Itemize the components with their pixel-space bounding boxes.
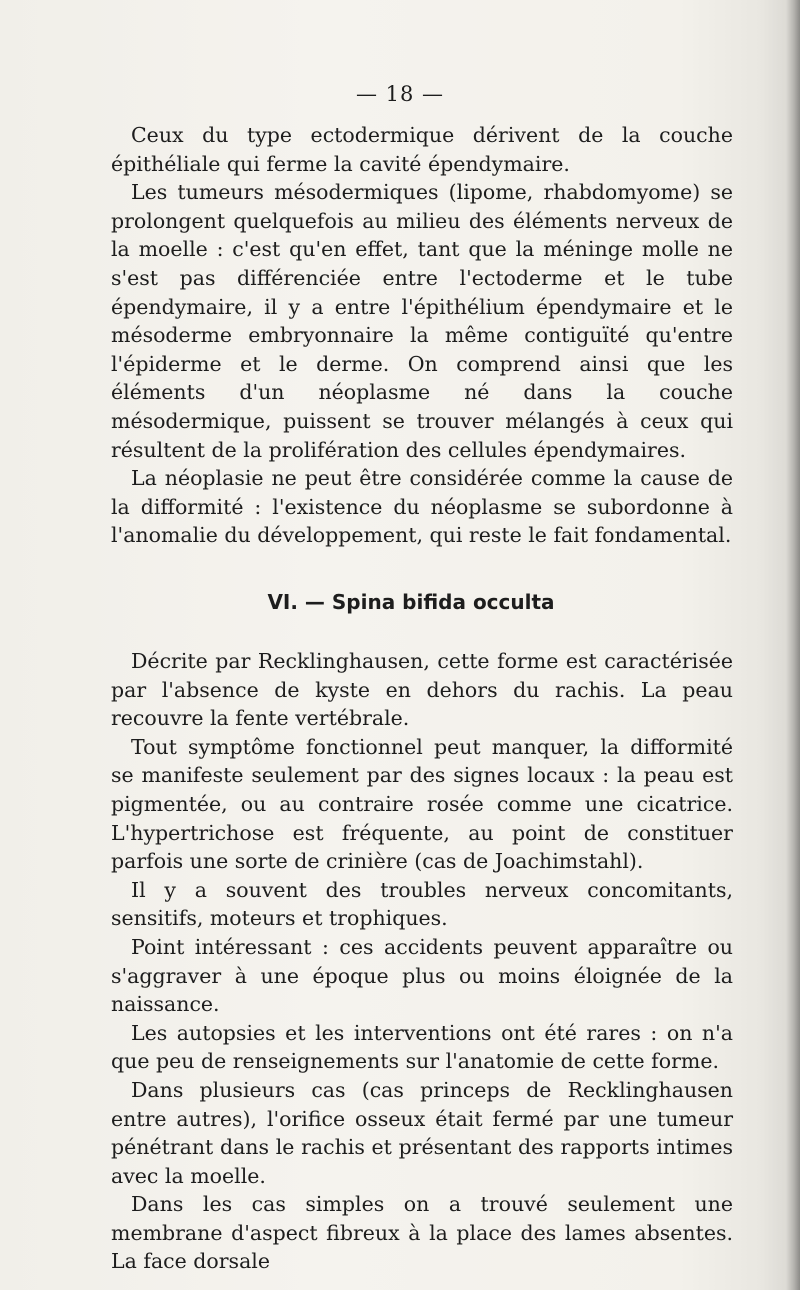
body-text-section-1 bbox=[111, 121, 733, 550]
paragraph: Les autopsies et les interventions ont été rares : on n'a que peu de renseignements sur l'anatomie de cette forme. bbox=[111, 1020, 733, 1074]
paragraph: Tout symptôme fonctionnel peut manquer, la difformité se manifeste seulement par des signes locaux : la peau est pigmentée, ou au contraire rosée comme une cicatrice. L'hypertrichose est fréquente, au point de constituer parfois une sorte de crinière (cas de Joachimstahl). bbox=[111, 734, 733, 874]
binding-gutter-shadow bbox=[786, 0, 800, 1290]
paragraph: Décrite par Recklinghausen, cette forme est caractérisée par l'absence de kyste en dehors du rachis. La peau recouvre la fente vertébrale. bbox=[111, 649, 733, 731]
body-text-section-2 bbox=[111, 647, 733, 1276]
paragraph: Ceux du type ectodermique dérivent de la couche épithéliale qui ferme la cavité épendymaire. bbox=[111, 123, 733, 176]
section-heading-text: VI. — Spina bifida occulta bbox=[267, 590, 555, 614]
section-heading bbox=[0, 590, 800, 614]
paragraph: Point intéressant : ces accidents peuvent apparaître ou s'aggraver à une époque plus ou moins éloignée de la naissance. bbox=[111, 934, 733, 1017]
paragraph: Dans plusieurs cas (cas princeps de Recklinghausen entre autres), l'orifice osseux était fermé par une tumeur pénétrant dans le rachis et présentant des rapports intimes avec la moelle. bbox=[111, 1077, 733, 1188]
paragraph: Il y a souvent des troubles nerveux concomitants, sensitifs, moteurs et trophiques. bbox=[111, 877, 733, 931]
page-number: — 18 — bbox=[355, 82, 445, 106]
paragraph: Les tumeurs mésodermiques (lipome, rhabdomyome) se prolongent quelquefois au milieu des éléments nerveux de la moelle : c'est qu'en effet, tant que la méninge molle ne s'est pas différenciée entre l'ectoderme et le tube épendymaire, il y a entre l'épithélium épendymaire et le mésoderme embryonnaire la même contiguïté qu'entre l'épiderme et le derme. On comprend ainsi que les éléments d'un néoplasme né dans la couche mésodermique, puissent se trouver mélangés à ceux qui résultent de la prolifération des cellules épendymaires. bbox=[111, 180, 733, 462]
paragraph: Dans les cas simples on a trouvé seulement une membrane d'aspect fibreux à la place des lames absentes. La face dorsale bbox=[111, 1192, 733, 1274]
paragraph: La néoplasie ne peut être considérée comme la cause de la difformité : l'existence du néoplasme se subordonne à l'anomalie du développement, qui reste le fait fondamental. bbox=[111, 466, 733, 548]
